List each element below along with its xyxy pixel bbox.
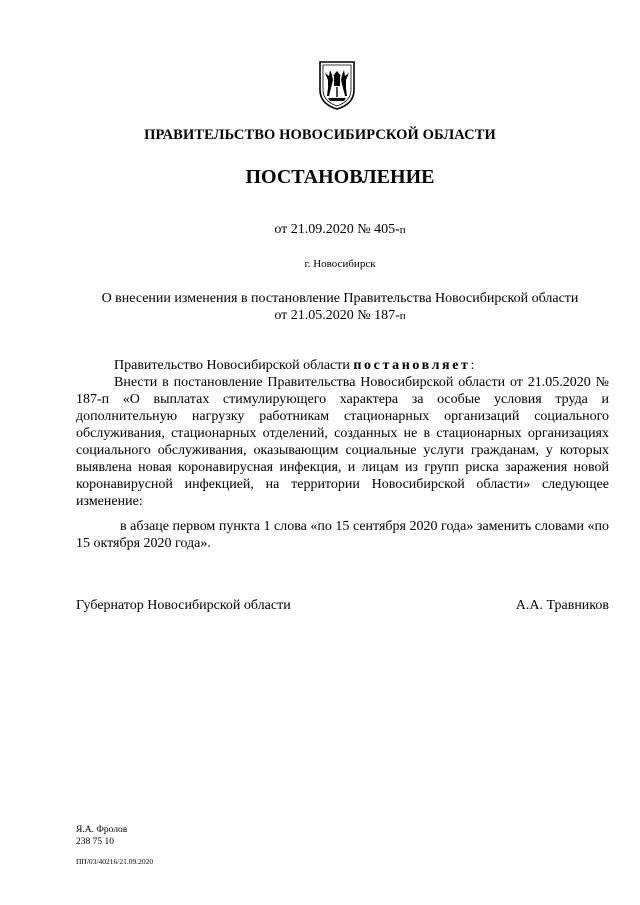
change-text: в абзаце первом пункта 1 слова «по 15 сентября 2020 года» заменить словами «по 15 октября 2020 года». xyxy=(76,519,609,551)
resolves-word: постановляет xyxy=(353,358,471,373)
intro-colon: : xyxy=(470,358,475,373)
document-code: ПП/03/40216/21.09.2020 xyxy=(76,857,154,866)
executor-phone: 238 75 10 xyxy=(76,837,114,847)
subject-line-2 xyxy=(60,307,620,325)
subject-line-2-suffix: п xyxy=(399,310,406,322)
government-name: ПРАВИТЕЛЬСТВО НОВОСИБИРСКОЙ ОБЛАСТИ xyxy=(144,127,496,143)
date-number-text: от 21.09.2020 № 405- xyxy=(274,222,400,237)
subject-line-1: О внесении изменения в постановление Правительства Новосибирской области xyxy=(101,291,579,306)
intro-text: Правительство Новосибирской области xyxy=(114,358,354,373)
resolution-intro xyxy=(76,357,609,374)
amendment-text: Внести в постановление Правительства Новосибирской области от 21.05.2020 № 187-п «О выплатах стимулирующего характера за особые условия труда и дополнительную нагрузку работникам стационарных организаций социального обслуживания, стационарных отделений, созданных не в стационарных организациях социального обслуживания, оказывающим социальные услуги гражданам, у которых выявлена новая коронавирусная инфекция, и лицам из групп риска заражения новой коронавирусной инфекцией, на территории Новосибирской области» следующее изменение: xyxy=(76,375,609,509)
change-paragraph xyxy=(76,518,609,552)
executor-info xyxy=(76,824,127,848)
signatory-name: А.А. Травников xyxy=(515,598,609,613)
document-subject xyxy=(60,290,620,325)
amendment-paragraph xyxy=(76,374,609,510)
document-type-title: ПОСТАНОВЛЕНИЕ xyxy=(245,166,435,188)
signatory-position: Губернатор Новосибирской области xyxy=(76,598,291,613)
city-name: г. Новосибирск xyxy=(304,258,376,270)
executor-name: Я.А. Фролов xyxy=(76,825,128,835)
document-date-number xyxy=(0,222,640,238)
number-suffix: п xyxy=(399,224,406,236)
subject-line-2-text: от 21.05.2020 № 187- xyxy=(274,308,400,323)
coat-of-arms-icon xyxy=(316,58,358,112)
